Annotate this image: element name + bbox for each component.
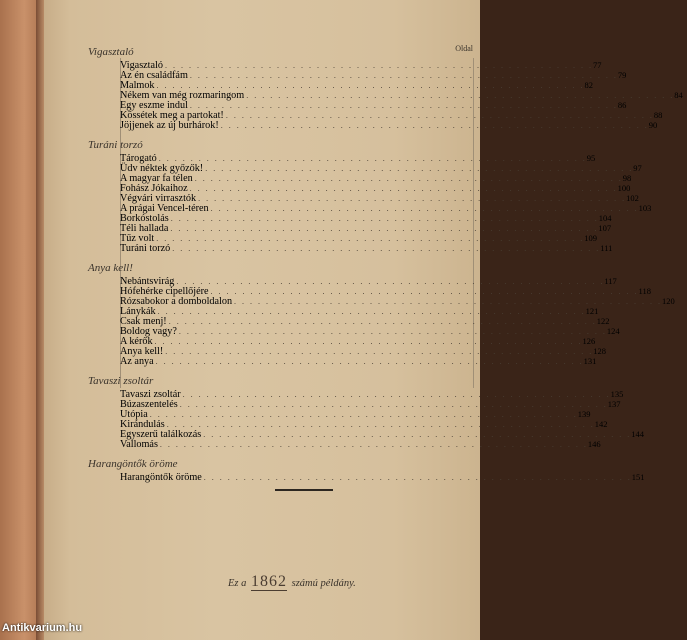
toc-entry xyxy=(88,419,608,430)
toc-entry xyxy=(88,439,601,450)
dot-leader: . . . . . . . . . . . . . . . . . . . . . . . . . . . . . . . . . . . . . . . . . . . . . . . . . . . . . . xyxy=(149,410,578,419)
entry-page: 122 xyxy=(596,316,610,326)
copy-note-suffix: számú példány. xyxy=(291,578,356,589)
entry-page: 98 xyxy=(622,173,632,183)
toc-entry xyxy=(88,316,610,327)
entry-page: 107 xyxy=(598,223,612,233)
dot-leader: . . . . . . . . . . . . . . . . . . . . . . . . . . . . . . . . . . . . . . . . . . . . . . . . . . . . . . xyxy=(158,154,587,163)
dot-leader: . . . . . . . . . . . . . . . . . . . . . . . . . . . . . . . . . . . . . . . . . . . . . . . . . . . . . . xyxy=(168,317,597,326)
section-title-text: Tavaszi zsoltár xyxy=(88,375,154,387)
toc-entry xyxy=(88,346,607,357)
section-title-text: Vigasztaló xyxy=(88,46,134,58)
toc-section xyxy=(88,375,644,450)
entry-title: Kössétek meg a partokat! xyxy=(120,110,224,121)
entry-title: Csak menj! xyxy=(120,316,167,327)
dot-leader: . . . . . . . . . . . . . . . . . . . . . . . . . . . . . . . . . . . . . . . . . . . . . . . . . . . . . . xyxy=(189,184,618,193)
entry-title: Turáni torzó xyxy=(120,243,171,254)
toc-entry xyxy=(88,60,602,71)
dot-leader: . . . . . . . . . . . . . . . . . . . . . . . . . . . . . . . . . . . . . . . . . . . . . . . . . . . . . . xyxy=(166,420,595,429)
dot-leader: . . . . . . . . . . . . . . . . . . . . . . . . . . . . . . . . . . . . . . . . . . . . . . . . . . . . . . xyxy=(205,164,634,173)
toc-entry xyxy=(88,100,627,111)
entry-page: 128 xyxy=(593,346,607,356)
dot-leader: . . . . . . . . . . . . . . . . . . . . . . . . . . . . . . . . . . . . . . . . . . . . . . . . . . . . . . xyxy=(203,473,632,482)
entry-title: Tűz volt xyxy=(120,233,155,244)
entry-page: 151 xyxy=(631,472,645,482)
toc-entry xyxy=(88,203,652,214)
dot-leader: . . . . . . . . . . . . . . . . . . . . . . . . . . . . . . . . . . . . . . . . . . . . . . . . . . . . . . xyxy=(189,71,618,80)
dot-leader: . . . . . . . . . . . . . . . . . . . . . . . . . . . . . . . . . . . . . . . . . . . . . . . . . . . . . . xyxy=(164,61,593,70)
entry-page: 104 xyxy=(598,213,612,223)
entry-page: 120 xyxy=(662,296,675,306)
dot-leader: . . . . . . . . . . . . . . . . . . . . . . . . . . . . . . . . . . . . . . . . . . . . . . . . . . . . . . xyxy=(170,214,599,223)
copy-number-note xyxy=(228,573,356,591)
entry-page: 88 xyxy=(653,110,663,120)
entry-page: 126 xyxy=(582,336,596,346)
entry-page: 102 xyxy=(626,193,639,203)
toc-entry xyxy=(88,276,617,287)
toc-section xyxy=(88,262,675,367)
dot-leader: . . . . . . . . . . . . . . . . . . . . . . . . . . . . . . . . . . . . . . . . . . . . . . . . . . . . . . xyxy=(225,111,654,120)
entry-page: 137 xyxy=(607,399,621,409)
dot-leader: . . . . . . . . . . . . . . . . . . . . . . . . . . . . . . . . . . . . . . . . . . . . . . . . . . . . . . xyxy=(220,121,649,130)
toc-entry xyxy=(88,243,613,254)
entry-title: Rózsabokor a domboldalon xyxy=(120,296,233,307)
toc-entry xyxy=(88,120,658,131)
toc-entry xyxy=(88,389,624,400)
toc-entry xyxy=(88,429,644,440)
entry-page: 86 xyxy=(617,100,627,110)
entry-title: Búzaszentelés xyxy=(120,399,178,410)
dot-leader: . . . . . . . . . . . . . . . . . . . . . . . . . . . . . . . . . . . . . . . . . . . . . . . . . . . . . . xyxy=(172,244,601,253)
dot-leader: . . . . . . . . . . . . . . . . . . . . . . . . . . . . . . . . . . . . . . . . . . . . . . . . . . . . . . xyxy=(178,327,607,336)
dot-leader: . . . . . . . . . . . . . . . . . . . . . . . . . . . . . . . . . . . . . . . . . . . . . . . . . . . . . . xyxy=(159,440,588,449)
dot-leader: . . . . . . . . . . . . . . . . . . . . . . . . . . . . . . . . . . . . . . . . . . . . . . . . . . . . . . xyxy=(179,400,608,409)
entry-page: 121 xyxy=(585,306,599,316)
entry-page: 124 xyxy=(606,326,620,336)
dot-leader: . . . . . . . . . . . . . . . . . . . . . . . . . . . . . . . . . . . . . . . . . . . . . . . . . . . . . . xyxy=(156,81,585,90)
toc-entry xyxy=(88,356,597,367)
section-title xyxy=(88,46,478,60)
dot-leader: . . . . . . . . . . . . . . . . . . . . . . . . . . . . . . . . . . . . . . . . . . . . . . . . . . . . . . xyxy=(203,430,632,439)
entry-page: 84 xyxy=(674,90,683,100)
toc-entry xyxy=(88,336,596,347)
toc-entry xyxy=(88,183,631,194)
dot-leader: . . . . . . . . . . . . . . . . . . . . . . . . . . . . . . . . . . . . . . . . . . . . . . . . . . . . . . xyxy=(154,337,583,346)
entry-page: 111 xyxy=(600,243,613,253)
dot-leader: . . . . . . . . . . . . . . . . . . . . . . . . . . . . . . . . . . . . . . . . . . . . . . . . . . . . . . xyxy=(156,234,585,243)
copy-number: 1862 xyxy=(251,573,287,590)
entry-title: Hófehérke cipellőjére xyxy=(120,286,209,297)
entry-title: Vigasztaló xyxy=(120,60,163,71)
section-title-text: Turáni torzó xyxy=(88,139,143,151)
entry-page: 117 xyxy=(604,276,617,286)
entry-title: Kirándulás xyxy=(120,419,165,430)
entry-page: 79 xyxy=(617,70,627,80)
dot-leader: . . . . . . . . . . . . . . . . . . . . . . . . . . . . . . . . . . . . . . . . . . . . . . . . . . . . . . xyxy=(210,287,639,296)
entry-page: 131 xyxy=(583,356,597,366)
entry-title: Nékem van még rozmaringom xyxy=(120,90,245,101)
dot-leader: . . . . . . . . . . . . . . . . . . . . . . . . . . . . . . . . . . . . . . . . . . . . . . . . . . . . . . xyxy=(194,174,623,183)
entry-title: A magyar fa télen xyxy=(120,173,193,184)
dot-leader: . . . . . . . . . . . . . . . . . . . . . . . . . . . . . . . . . . . . . . . . . . . . . . . . . . . . . . xyxy=(170,224,599,233)
toc-entry xyxy=(88,296,675,307)
entry-title: Egyszerű találkozás xyxy=(120,429,202,440)
entry-title: A kérők xyxy=(120,336,153,347)
dot-leader: . . . . . . . . . . . . . . . . . . . . . . . . . . . . . . . . . . . . . . . . . . . . . . . . . . . . . . xyxy=(198,194,627,203)
section-title-text: Anya kell! xyxy=(88,262,133,274)
entry-page: 142 xyxy=(594,419,608,429)
entry-title: Borkóstolás xyxy=(120,213,169,224)
toc-entry xyxy=(88,163,642,174)
dot-leader: . . . . . . . . . . . . . . . . . . . . . . . . . . . . . . . . . . . . . . . . . . . . . . . . . . . . . . xyxy=(157,307,586,316)
entry-title: Vallomás xyxy=(120,439,158,450)
entry-page: 146 xyxy=(587,439,601,449)
entry-title: Jöjjenek az új burhárok! xyxy=(120,120,219,131)
toc-entry xyxy=(88,213,612,224)
toc-entry xyxy=(88,326,620,337)
toc-entry xyxy=(88,90,683,101)
watermark: Antikvarium.hu xyxy=(2,622,83,634)
entry-page: 90 xyxy=(648,120,658,130)
toc-entry xyxy=(88,286,651,297)
dot-leader: . . . . . . . . . . . . . . . . . . . . . . . . . . . . . . . . . . . . . . . . . . . . . . . . . . . . . . xyxy=(165,347,594,356)
entry-title: Tárogató xyxy=(120,153,157,164)
entry-title: Az én családfám xyxy=(120,70,188,81)
toc-entry xyxy=(88,472,645,483)
entry-page: 77 xyxy=(592,60,602,70)
entry-title: Téli hallada xyxy=(120,223,169,234)
toc-section xyxy=(88,139,652,254)
entry-title: Lánykák xyxy=(120,306,156,317)
section-divider-rule xyxy=(275,489,333,491)
dot-leader: . . . . . . . . . . . . . . . . . . . . . . . . . . . . . . . . . . . . . . . . . . . . . . . . . . . . . . xyxy=(182,390,611,399)
dot-leader: . . . . . . . . . . . . . . . . . . . . . . . . . . . . . . . . . . . . . . . . . . . . . . . . . . . . . . xyxy=(234,297,663,306)
page-column-label: Oldal xyxy=(455,44,473,53)
entry-title: Harangöntők öröme xyxy=(120,472,202,483)
entry-title: Utópia xyxy=(120,409,148,420)
entry-page: 109 xyxy=(584,233,597,243)
entry-title: Egy eszme indul xyxy=(120,100,188,111)
dot-leader: . . . . . . . . . . . . . . . . . . . . . . . . . . . . . . . . . . . . . . . . . . . . . . . . . . . . . . xyxy=(246,91,675,100)
copy-note-prefix: Ez a xyxy=(228,578,247,589)
table-of-contents xyxy=(88,44,683,491)
entry-title: Fohász Jókaihoz xyxy=(120,183,188,194)
toc-entry xyxy=(88,306,599,317)
dot-leader: . . . . . . . . . . . . . . . . . . . . . . . . . . . . . . . . . . . . . . . . . . . . . . . . . . . . . . xyxy=(176,277,605,286)
dot-leader: . . . . . . . . . . . . . . . . . . . . . . . . . . . . . . . . . . . . . . . . . . . . . . . . . . . . . . xyxy=(210,204,639,213)
entry-page: 103 xyxy=(638,203,652,213)
toc-entry xyxy=(88,409,591,420)
section-title-text: Harangöntők öröme xyxy=(88,458,178,470)
entry-page: 100 xyxy=(617,183,631,193)
entry-page: 118 xyxy=(638,286,651,296)
entry-title: A prágai Vencel-téren xyxy=(120,203,209,214)
entry-page: 97 xyxy=(633,163,642,173)
entry-title: Nebántsvirág xyxy=(120,276,175,287)
toc-entry xyxy=(88,233,597,244)
entry-title: Az anya xyxy=(120,356,154,367)
entry-page: 135 xyxy=(610,389,624,399)
toc-section xyxy=(88,458,645,483)
toc-entry xyxy=(88,153,596,164)
toc-entry xyxy=(88,70,627,81)
entry-title: Malmok xyxy=(120,80,155,91)
toc-entry xyxy=(88,399,621,410)
toc-entry xyxy=(88,193,639,204)
entry-page: 139 xyxy=(577,409,591,419)
toc-entry xyxy=(88,110,663,121)
section-title xyxy=(88,375,478,389)
dot-leader: . . . . . . . . . . . . . . . . . . . . . . . . . . . . . . . . . . . . . . . . . . . . . . . . . . . . . . xyxy=(189,101,618,110)
dot-leader: . . . . . . . . . . . . . . . . . . . . . . . . . . . . . . . . . . . . . . . . . . . . . . . . . . . . . . xyxy=(155,357,584,366)
entry-title: Végvári virrasztók xyxy=(120,193,197,204)
entry-page: 144 xyxy=(631,429,644,439)
entry-page: 95 xyxy=(586,153,596,163)
entry-title: Tavaszi zsoltár xyxy=(120,389,181,400)
section-title xyxy=(88,262,478,276)
entry-title: Anya kell! xyxy=(120,346,164,357)
section-title xyxy=(88,139,478,153)
toc-section xyxy=(88,44,683,131)
entry-page: 82 xyxy=(584,80,594,90)
section-title xyxy=(88,458,478,472)
toc-entry xyxy=(88,223,612,234)
toc-entry xyxy=(88,173,632,184)
toc-entry xyxy=(88,80,594,91)
entry-title: Boldog vagy? xyxy=(120,326,177,337)
entry-title: Üdv néktek győzők! xyxy=(120,163,204,174)
